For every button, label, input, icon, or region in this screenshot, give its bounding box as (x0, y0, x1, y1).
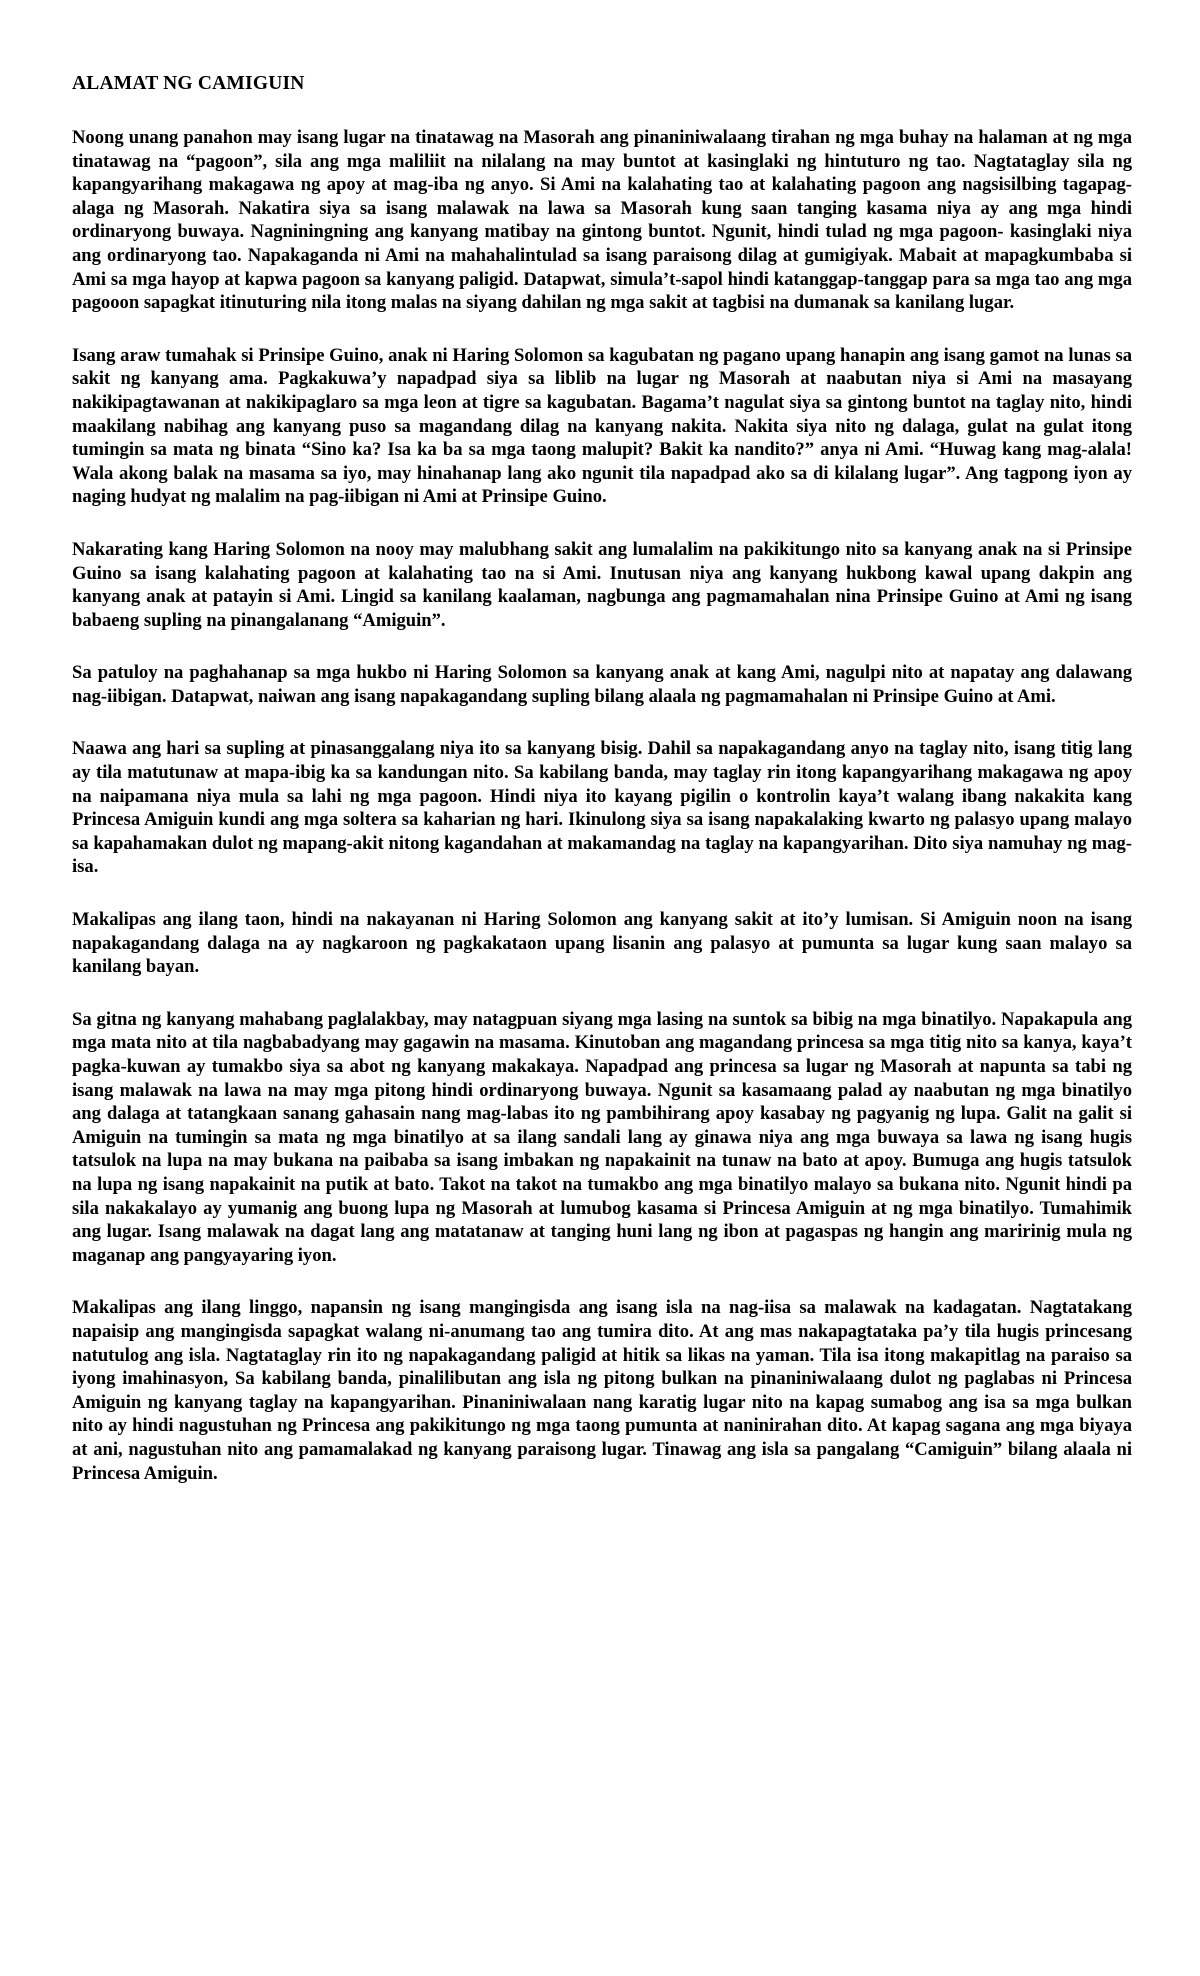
paragraph-1: Noong unang panahon may isang lugar na tinatawag na Masorah ang pinaniniwalaang tirahan ng mga buhay na halaman at ng mga tinatawag na “pagoon”, sila ang mga maliliit na nilalang na may buntot at kasinglaki ng hintuturo ng tao. Nagtataglay sila ng kapangyarihang makagawa ng apoy at mag-iba ng anyo. Si Ami na kalahating tao at kalahating pagoon ang nagsisilbing tagapag-alaga ng Masorah. Nakatira siya sa isang malawak na lawa sa Masorah kung saan tanging kasama niya ay ang mga hindi ordinaryong buwaya. Nagniningning ang kanyang matibay na gintong buntot. Ngunit, hindi tulad ng mga pagoon- kasinglaki niya ang ordinaryong tao. Napakaganda ni Ami na mahahalintulad sa isang paraisong dilag at gumigiyak. Mabait at mapagkumbaba si Ami sa mga hayop at kapwa pagoon sa kanyang paligid. Datapwat, simula’t-sapol hindi katanggap-tanggap para sa mga tao ang mga pagooon sapagkat itinuturing nila itong malas na siyang dahilan ng mga sakit at tagbisi na dumanak sa kanilang lugar. (72, 127, 1132, 314)
document-page (72, 72, 1132, 1485)
paragraph-6: Makalipas ang ilang taon, hindi na nakayanan ni Haring Solomon ang kanyang sakit at ito’y lumisan. Si Amiguin noon na isang napakagandang dalaga na ay nagkaroon ng pagkakataon upang lisanin ang palasyo at pumunta sa lugar kung saan malayo sa kanilang bayan. (72, 909, 1132, 978)
paragraph-4: Sa patuloy na paghahanap sa mga hukbo ni Haring Solomon sa kanyang anak at kang Ami, nagulpi nito at napatay ang dalawang nag-iibigan. Datapwat, naiwan ang isang napakagandang supling bilang alaala ng pagmamahalan ni Prinsipe Guino at Ami. (72, 662, 1132, 707)
paragraph-5: Naawa ang hari sa supling at pinasanggalang niya ito sa kanyang bisig. Dahil sa napakagandang anyo na taglay nito, isang titig lang ay tila matutunaw at mapa-ibig ka sa kandungan nito. Sa kabilang banda, may taglay rin itong kapangyarihang makagawa ng apoy na naipamana niya mula sa lahi ng mga pagoon. Hindi niya ito kayang pigilin o kontrolin kaya’t walang ibang nakakita kang Princesa Amiguin kundi ang mga soltera sa kaharian ng hari. Ikinulong siya sa isang napakalaking kwarto ng palasyo upang malayo sa kapahamakan dulot ng mapang-akit nitong kagandahan at makamandag na taglay na kapangyarihan. Dito siya namuhay ng mag-isa. (72, 738, 1132, 878)
paragraph-7: Sa gitna ng kanyang mahabang paglalakbay, may natagpuan siyang mga lasing na suntok sa bibig na mga binatilyo. Napakapula ang mga mata nito at tila nagbabadyang may gagawin na masama. Kinutoban ang magandang princesa sa mga titig nito sa kanya, kaya’t pagka-kuwan ay tumakbo siya sa abot ng kanyang makakaya. Napadpad ang princesa sa lugar ng Masorah at napunta sa tabi ng isang malawak na lawa na may mga pitong hindi ordinaryong buwaya. Ngunit sa kasamaang palad ay naabutan ng mga binatilyo ang dalaga at tatangkaan sanang gahasain nang mag-labas ito ng pambihirang apoy kasabay ng pagyanig ng lupa. Galit na galit si Amiguin na tumingin sa mata ng mga binatilyo at sa ilang sandali lang ay ginawa niya ang mga buwaya sa lawa ng isang hugis tatsulok na lupa na may bukana na paibaba sa isang imbakan ng napakainit na tunaw na bato at apoy. Bumuga ang hugis tatsulok na lupa ng isang napakainit na putik at bato. Takot na takot na tumakbo ang mga binatilyo malayo sa bukana nito. Ngunit hindi pa sila nakakalayo ay yumanig ang buong lupa ng Masorah at lumubog kasama si Princesa Amiguin at ng mga binatilyo. Tumahimik ang lugar. Isang malawak na dagat lang ang matatanaw at tanging huni lang ng ibon at pagaspas ng hangin ang maririnig mula ng maganap ang pangyayaring iyon. (72, 1008, 1132, 1266)
paragraph-2: Isang araw tumahak si Prinsipe Guino, anak ni Haring Solomon sa kagubatan ng pagano upang hanapin ang isang gamot na lunas sa sakit ng kanyang ama. Pagkakuwa’y napadpad siya sa liblib na lugar ng Masorah at naabutan niya si Ami na masayang nakikipagtawanan at nakikipaglaro sa mga leon at tigre sa kagubatan. Bagama’t nagulat siya sa gintong buntot na taglay nito, hindi maakilang nabihag ang kanyang puso sa magandang dilag na kanyang nakita. Nakita siya nito ng dalaga, gulat na gulat itong tumingin sa mata ng binata “Sino ka? Isa ka ba sa mga taong malupit? Bakit ka nandito?” anya ni Ami. “Huwag kang mag-alala! Wala akong balak na masama sa iyo, may hinahanap lang ako ngunit tila napadpad ako sa di kilalang lugar”. Ang tagpong iyon ay naging hudyat ng malalim na pag-iibigan ni Ami at Prinsipe Guino. (72, 344, 1132, 508)
paragraph-3: Nakarating kang Haring Solomon na nooy may malubhang sakit ang lumalalim na pakikitungo nito sa kanyang anak na si Prinsipe Guino sa isang kalahating pagoon at kalahating tao na si Ami. Inutusan niya ang kanyang hukbong kawal upang dakpin ang kanyang anak at patayin si Ami. Lingid sa kanilang kaalaman, nagbunga ang pagmamahalan nina Prinsipe Guino at Ami ng isang babaeng supling na pinangalanang “Amiguin”. (72, 538, 1132, 631)
document-title: ALAMAT NG CAMIGUIN (72, 73, 305, 94)
paragraph-8: Makalipas ang ilang linggo, napansin ng isang mangingisda ang isang isla na nag-iisa sa malawak na kadagatan. Nagtatakang napaisip ang mangingisda sapagkat walang ni-anumang tao ang tumira dito. At ang mas nakapagtataka pa’y tila hugis princesang natutulog ang isla. Nagtataglay rin ito ng napakagandang paligid at hitik sa likas na yaman. Tila isa itong makapitlag na paraiso sa iyong imahinasyon, Sa kabilang banda, pinalilibutan ang isla ng pitong bulkan na pinaniniwalaang dulot ng paglabas ni Princesa Amiguin ng kanyang taglay na kapangyarihan. Pinaniniwalaan nang karatig lugar nito na kapag sumabog ang isa sa mga bulkan nito ay hindi nagustuhan ng Princesa ang pakikitungo ng mga taong pumunta at naninirahan dito. At kapag sagana ang mga biyaya at ani, nagustuhan nito ang pamamalakad ng kanyang paraisong lugar. Tinawag ang isla sa pangalang “Camiguin” bilang alaala ni Princesa Amiguin. (72, 1297, 1132, 1484)
